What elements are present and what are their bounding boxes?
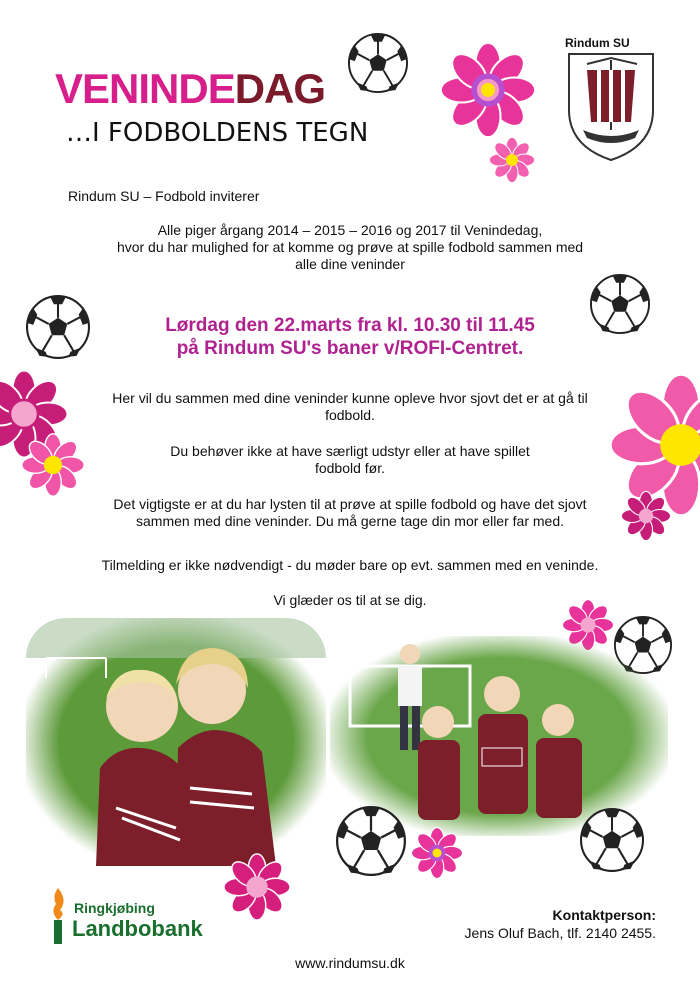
page-subtitle: …I FODBOLDENS TEGN (66, 118, 369, 148)
body-p3-line-2: sammen med dine veninder. Du må gerne tage din mor eller far med. (136, 513, 564, 529)
title-part-dag: DAG (234, 65, 326, 112)
body-paragraph-2 (0, 443, 700, 477)
contact-block (465, 906, 656, 942)
event-details (0, 314, 700, 360)
body-p1-line-2: fodbold. (325, 407, 375, 423)
intro-paragraph (0, 222, 700, 273)
contact-details: Jens Oluf Bach, tlf. 2140 2455. (464, 925, 656, 941)
flower-icon (222, 852, 292, 922)
body-paragraph-5: Vi glæder os til at se dig. (273, 592, 427, 608)
club-crest-icon (565, 50, 657, 162)
body-p1-line-1: Her vil du sammen med dine veninder kunne opleve hvor sjovt det er at gå til (112, 390, 588, 406)
photo-two-girls (26, 618, 326, 866)
body-paragraph-1 (0, 390, 700, 424)
club-crest (563, 36, 663, 166)
title-part-veninde: VENINDE (55, 65, 235, 112)
flower-icon (438, 40, 538, 140)
flower-icon (488, 136, 536, 184)
body-paragraph-4: Tilmelding er ikke nødvendigt - du møder bare op evt. sammen med en veninde. (101, 557, 599, 573)
event-location: på Rindum SU's baner v/ROFI-Centret. (176, 338, 524, 359)
intro-line: Rindum SU – Fodbold inviterer (68, 188, 260, 204)
intro-line-2: hvor du har mulighed for at komme og prøve at spille fodbold sammen med (116, 239, 584, 255)
photo-two-girls-illustration (26, 618, 326, 866)
soccer-ball-icon (336, 806, 406, 876)
event-date-time: Lørdag den 22.marts fra kl. 10.30 til 11.45 (165, 315, 535, 336)
body-p2-line-1: Du behøver ikke at have særligt udstyr eller at have spillet (170, 443, 530, 459)
sponsor-line-1: Ringkjøbing (74, 900, 155, 916)
club-name: Rindum SU (565, 36, 630, 50)
contact-label: Kontaktperson: (552, 907, 656, 923)
bank-flame-icon (46, 886, 70, 946)
soccer-ball-icon (348, 33, 408, 93)
intro-line-1: Alle piger årgang 2014 – 2015 – 2016 og 2017 til Venindedag, (157, 222, 543, 238)
sponsor-line-2: Landbobank (72, 916, 203, 941)
page-title (55, 65, 326, 112)
website-link[interactable]: www.rindumsu.dk (295, 955, 405, 971)
soccer-ball-icon (580, 808, 644, 872)
body-p3-line-1: Det vigtigste er at du har lysten til at prøve at spille fodbold og have det sjovt (113, 496, 587, 512)
flower-icon (410, 826, 464, 880)
sponsor-logo (46, 886, 203, 951)
body-p2-line-2: fodbold før. (314, 460, 386, 476)
intro-line-3: alle dine veninder (295, 256, 405, 272)
body-paragraph-3 (0, 496, 700, 530)
